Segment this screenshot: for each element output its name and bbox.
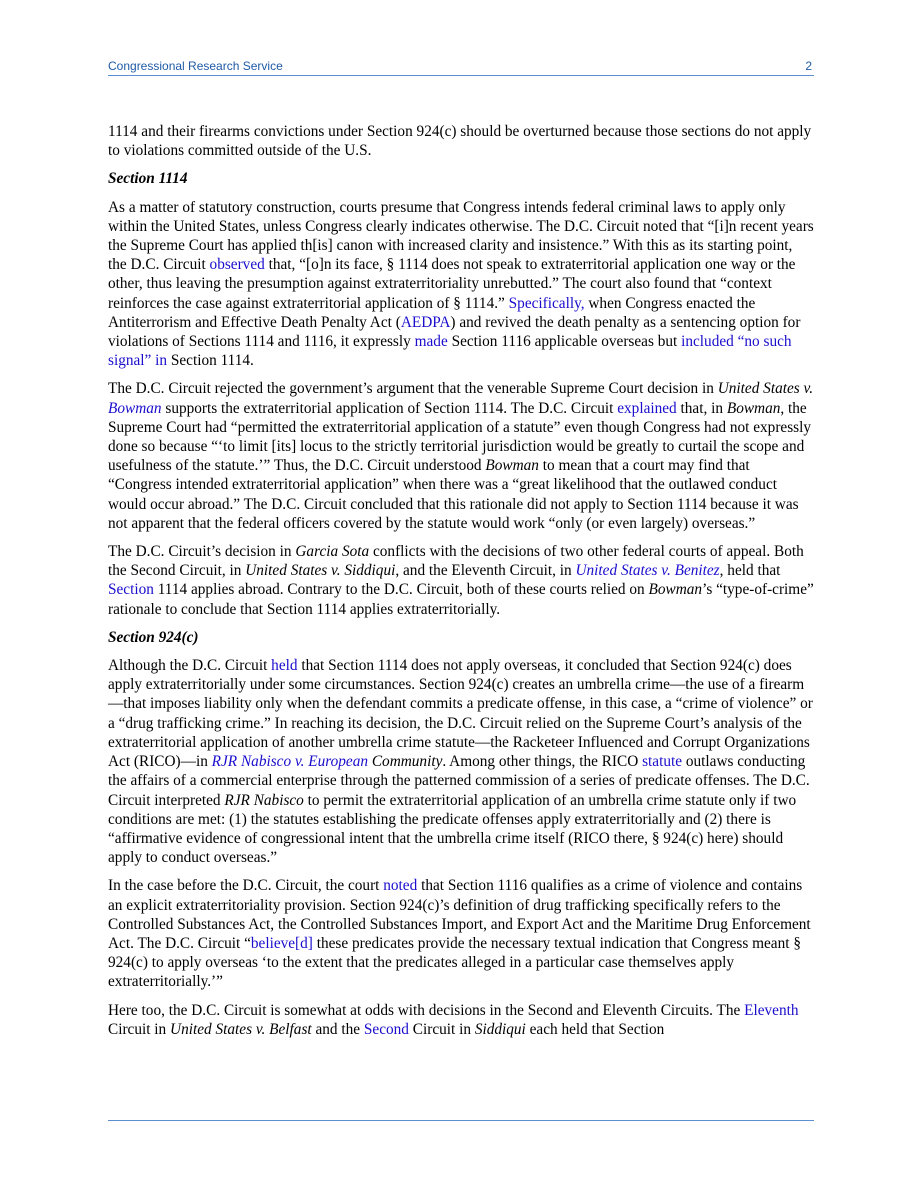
link-eleventh[interactable]: Eleventh bbox=[744, 1001, 799, 1019]
paragraph-5: Although the D.C. Circuit held that Section 1114 does not apply overseas, it concluded that Section 924(c) does apply extraterritorially under some circumstances. Section 924(c) creates an umbrella crime—the use of a firearm—that imposes liability only when the defendant commits a predicate offense, in this case, a “crime of violence” or a “drug trafficking crime.” In reaching its decision, the D.C. Circuit relied on the Supreme Court’s analysis of the extraterritorial application of another umbrella crime statute—the Racketeer Influenced and Corrupt Organizations Act (RICO)—in RJR Nabisco v. European Community. Among other things, the RICO statute outlaws conducting the affairs of a commercial enterprise through the patterned commission of a series of predicate offenses. The D.C. Circuit interpreted RJR Nabisco to permit the extraterritorial application of an umbrella crime statute only if two conditions are met: (1) the statutes establishing the predicate offenses apply extraterritorially and (2) there is “affirmative evidence of congressional intent that the umbrella crime itself (RICO there, § 924(c) here) should apply to conduct overseas.” bbox=[108, 657, 813, 867]
paragraph-7: Here too, the D.C. Circuit is somewhat at odds with decisions in the Second and Eleventh Circuits. The Eleventh Circuit in United States v. Belfast and the Second Circuit in Siddiqui each held that Section bbox=[108, 1001, 799, 1038]
section-heading-924c: Section 924(c) bbox=[108, 628, 199, 646]
link-statute[interactable]: statute bbox=[642, 753, 683, 771]
paragraph-4: The D.C. Circuit’s decision in Garcia Sota conflicts with the decisions of two other federal courts of appeal. Both the Second Circuit, in United States v. Siddiqui, and the Eleventh Circuit, in United States v. Benitez, held that Section 1114 applies abroad. Contrary to the D.C. Circuit, both of these courts relied on Bowman’s “type-of-crime” rationale to conclude that Section 1114 applies extraterritorially. bbox=[108, 543, 814, 618]
page-header bbox=[108, 56, 814, 76]
paragraph-6: In the case before the D.C. Circuit, the court noted that Section 1116 qualifies as a crime of violence and contains an explicit extraterritoriality provision. Section 924(c)’s definition of drug trafficking specifically refers to the Controlled Substances Act, the Controlled Substances Import, and Export Act and the Maritime Drug Enforcement Act. The D.C. Circuit “believe[d] these predicates provide the necessary textual indication that Congress meant § 924(c) to apply overseas ‘to the extent that the predicates alleged in a particular case themselves apply extraterritorially.’” bbox=[108, 877, 811, 991]
link-included[interactable]: included “no such signal” in bbox=[108, 333, 792, 370]
footer-divider bbox=[108, 1120, 814, 1121]
link-believed[interactable]: believe[d] bbox=[250, 934, 313, 952]
section-heading-1114: Section 1114 bbox=[108, 170, 188, 188]
page-number: 2 bbox=[805, 59, 812, 73]
paragraph-2: As a matter of statutory construction, courts presume that Congress intends federal criminal laws to apply only within the United States, unless Congress clearly indicates otherwise. The D.C. Circuit noted that “[i]n recent years the Supreme Court has applied th[is] canon with increased clarity and insistence.” With this as its starting point, the D.C. Circuit observed that, “[o]n its face, § 1114 does not speak to extraterritorial application one way or the other, thus leaving the presumption against extraterritoriality unrebutted.” The court also found that “context reinforces the case against extraterritorial application of § 1114.” Specifically, when Congress enacted the Antiterrorism and Effective Death Penalty Act (AEDPA) and revived the death penalty as a sentencing option for violations of Sections 1114 and 1116, it expressly made Section 1116 applicable overseas but included “no such signal” in Section 1114. bbox=[108, 198, 814, 370]
link-noted[interactable]: noted bbox=[383, 877, 418, 895]
link-held[interactable]: held bbox=[271, 657, 298, 675]
header-org: Congressional Research Service bbox=[108, 59, 283, 73]
paragraph-1: 1114 and their firearms convictions under Section 924(c) should be overturned because those sections do not apply to violations committed outside of the U.S. bbox=[108, 123, 812, 160]
link-section[interactable]: Section bbox=[108, 581, 154, 599]
link-aedpa[interactable]: AEDPA bbox=[400, 313, 451, 331]
link-benitez-case[interactable]: United States v. Benitez bbox=[575, 562, 720, 580]
link-bowman[interactable]: Bowman bbox=[108, 399, 162, 417]
link-observed[interactable]: observed bbox=[209, 256, 265, 274]
document-body bbox=[108, 122, 814, 1048]
link-second[interactable]: Second bbox=[363, 1020, 409, 1038]
paragraph-3: The D.C. Circuit rejected the government’s argument that the venerable Supreme Court decision in United States v. Bowman supports the extraterritorial application of Section 1114. The D.C. Circuit explained that, in Bowman, the Supreme Court had “permitted the extraterritorial application of a statute” even though Congress had not expressly done so because “‘to limit [its] locus to the strictly territorial jurisdiction would be greatly to curtail the scope and usefulness of the statute.’” Thus, the D.C. Circuit understood Bowman to mean that a court may find that “Congress intended extraterritorial application” when there was a “great likelihood that the outlawed conduct would occur abroad.” The D.C. Circuit concluded that this rationale did not apply to Section 1114 because it was not apparent that the federal officers covered by the statute would work “only (or even largely) overseas.” bbox=[108, 380, 814, 532]
link-made[interactable]: made bbox=[414, 333, 448, 351]
link-explained[interactable]: explained bbox=[617, 399, 677, 417]
link-rjr-nabisco[interactable]: RJR Nabisco v. European bbox=[211, 753, 369, 771]
link-specifically[interactable]: Specifically, bbox=[508, 294, 585, 312]
